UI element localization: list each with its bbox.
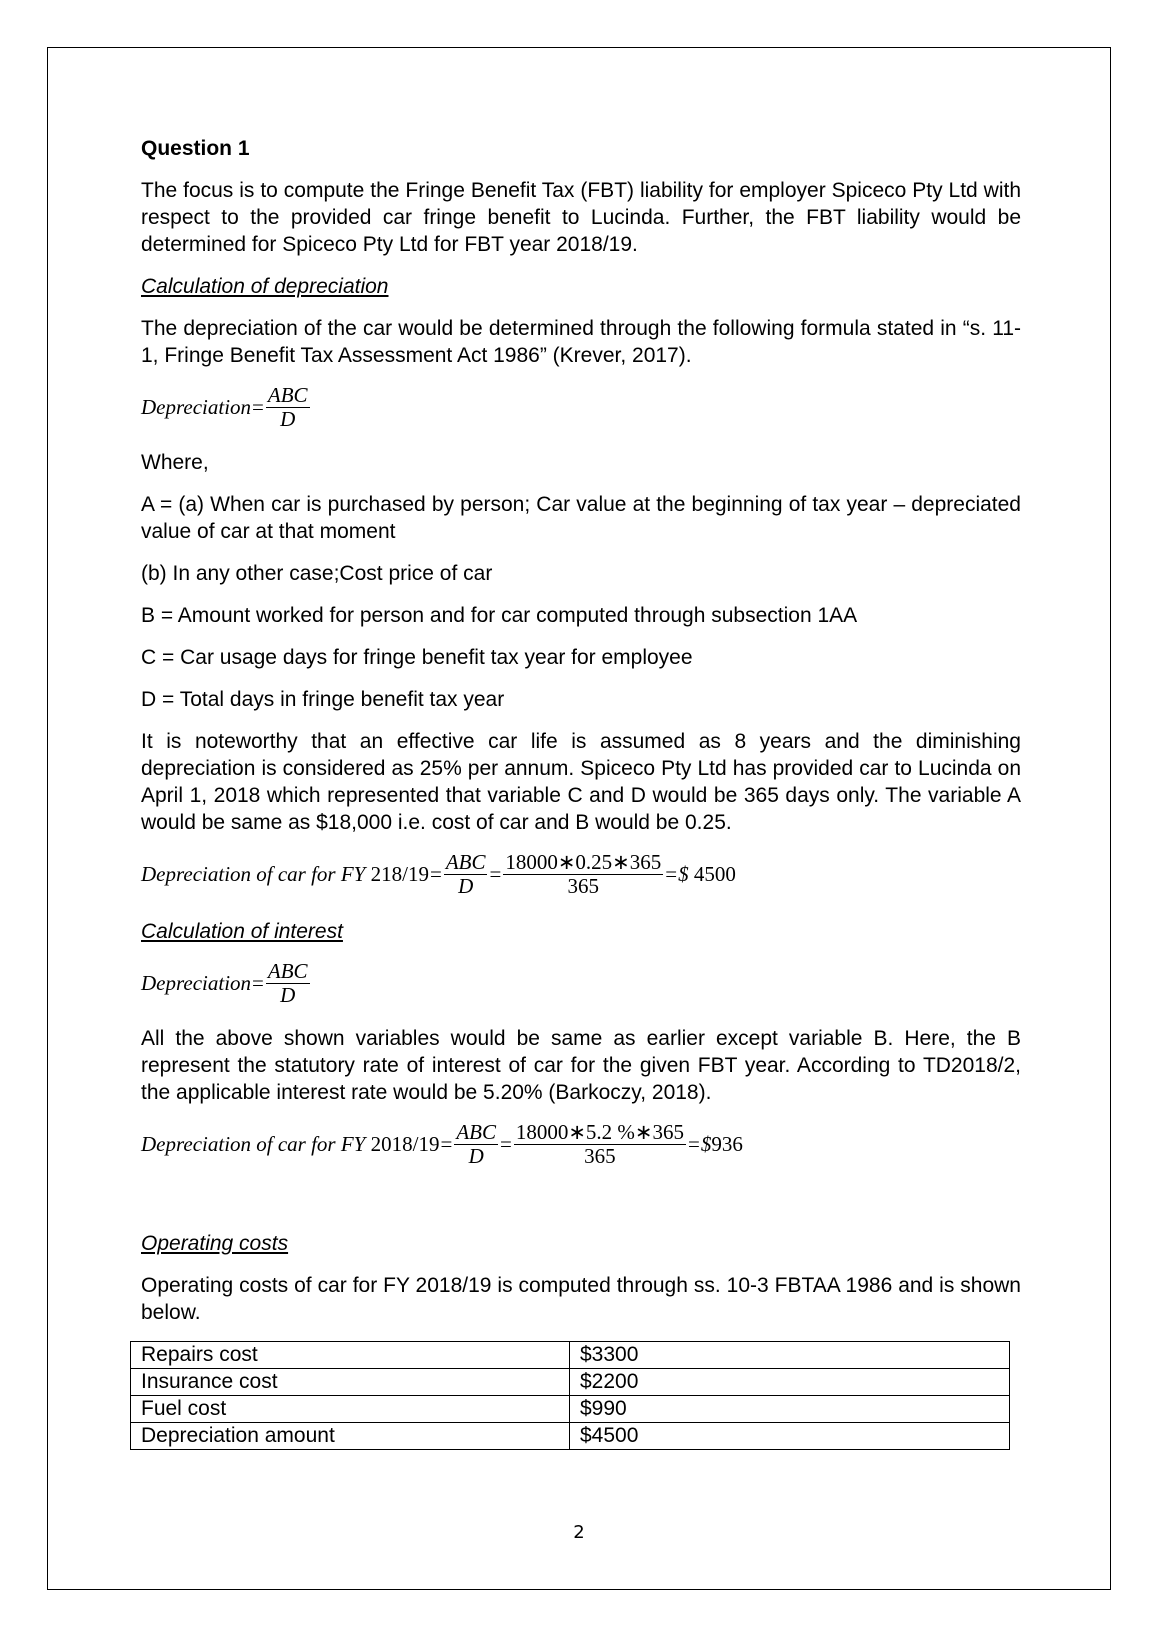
- operating-costs-table: [130, 1341, 1010, 1450]
- formula-denominator: D: [458, 874, 474, 898]
- table-cell-item: Fuel cost: [131, 1396, 570, 1423]
- table-cell-item: Repairs cost: [131, 1342, 570, 1369]
- table-row: [131, 1369, 1010, 1396]
- interest-calculation-formula: [141, 1121, 1021, 1168]
- formula-numerator: 18000∗5.2 %∗365: [515, 1120, 685, 1144]
- formula-fraction: [514, 1121, 686, 1168]
- formula-denominator: D: [468, 1144, 484, 1168]
- formula-equals: =: [252, 395, 264, 419]
- formula-fraction: [454, 1121, 498, 1168]
- table-row: [131, 1342, 1010, 1369]
- table-cell-amount: $4500: [570, 1423, 1010, 1450]
- formula-equals: =: [665, 862, 678, 886]
- formula-fraction: [444, 851, 488, 898]
- formula-numerator: ABC: [456, 1120, 496, 1144]
- formula-equals: =: [440, 1132, 453, 1156]
- formula-equals: =: [688, 1132, 700, 1156]
- table-cell-amount: $3300: [570, 1342, 1010, 1369]
- formula-equals: =: [499, 1132, 512, 1156]
- table-cell-item: Insurance cost: [131, 1369, 570, 1396]
- formula-currency: $: [678, 862, 689, 886]
- variable-a: A = (a) When car is purchased by person; Car value at the beginning of tax year – depreciated value of car at that moment: [141, 493, 1021, 543]
- formula-numerator: 18000∗0.25∗365: [505, 850, 662, 874]
- where-label: Where,: [141, 451, 209, 474]
- variable-a-b: (b) In any other case;Cost price of car: [141, 562, 493, 585]
- formula-denominator: D: [280, 407, 296, 431]
- formula-year: 218/19: [370, 862, 429, 886]
- formula-lhs: Depreciation: [141, 395, 252, 419]
- table-row: [131, 1396, 1010, 1423]
- formula-denominator: 365: [567, 874, 600, 898]
- depreciation-calculation-formula: [141, 851, 1021, 898]
- variable-d: D = Total days in fringe benefit tax year: [141, 688, 505, 711]
- formula-denominator: D: [280, 983, 296, 1007]
- depreciation-heading: Calculation of depreciation: [141, 275, 389, 298]
- interest-paragraph: All the above shown variables would be same as earlier except variable B. Here, the B represent the statutory rate of interest of car for the given FBT year. According to TD2018/2, the applicable interest rate would be 5.20% (Barkoczy, 2018).: [141, 1027, 1021, 1104]
- formula-fraction: [266, 960, 310, 1007]
- table-row: [131, 1423, 1010, 1450]
- depreciation-paragraph: The depreciation of the car would be determined through the following formula stated in “s. 11-1, Fringe Benefit Tax Assessment Act 1986” (Krever, 2017).: [141, 317, 1021, 367]
- formula-currency: $: [700, 1132, 712, 1156]
- intro-paragraph: The focus is to compute the Fringe Benefit Tax (FBT) liability for employer Spiceco Pty Ltd with respect to the provided car fringe benefit to Lucinda. Further, the FBT liability would be determined for Spiceco Pty Ltd for FBT year 2018/19.: [141, 179, 1021, 256]
- interest-formula: [141, 960, 1021, 1007]
- formula-equals: =: [489, 862, 502, 886]
- formula-result: 936: [711, 1132, 743, 1156]
- variable-c: C = Car usage days for fringe benefit tax year for employee: [141, 646, 693, 669]
- formula-year: 2018/19: [370, 1132, 440, 1156]
- formula-fraction: [266, 384, 310, 431]
- operating-costs-heading: Operating costs: [141, 1232, 289, 1255]
- formula-numerator: ABC: [267, 383, 308, 407]
- table-cell-item: Depreciation amount: [131, 1423, 570, 1450]
- formula-numerator: ABC: [267, 959, 308, 983]
- formula-equals: =: [429, 862, 442, 886]
- noteworthy-paragraph: It is noteworthy that an effective car life is assumed as 8 years and the diminishing depreciation is considered as 25% per annum. Spiceco Pty Ltd has provided car to Lucinda on April 1, 2018 which represented that variable C and D would be 365 days only. The variable A would be same as $18,000 i.e. cost of car and B would be 0.25.: [141, 730, 1021, 834]
- variable-b: B = Amount worked for person and for car computed through subsection 1AA: [141, 604, 858, 627]
- formula-lhs: Depreciation of car for FY: [141, 1132, 366, 1156]
- formula-fraction: [503, 851, 663, 898]
- table-cell-amount: $990: [570, 1396, 1010, 1423]
- formula-denominator: 365: [584, 1144, 616, 1168]
- formula-result: 4500: [693, 862, 736, 886]
- formula-numerator: ABC: [445, 850, 486, 874]
- formula-equals: =: [252, 971, 264, 995]
- table-cell-amount: $2200: [570, 1369, 1010, 1396]
- formula-lhs: Depreciation: [141, 971, 252, 995]
- operating-costs-paragraph: Operating costs of car for FY 2018/19 is computed through ss. 10-3 FBTAA 1986 and is shown below.: [141, 1274, 1021, 1324]
- document-body: [141, 135, 1021, 1450]
- page-number: 2: [573, 1522, 585, 1543]
- depreciation-formula: [141, 384, 1021, 431]
- interest-heading: Calculation of interest: [141, 920, 343, 943]
- formula-lhs: Depreciation of car for FY: [141, 862, 366, 886]
- question-title: Question 1: [141, 137, 250, 160]
